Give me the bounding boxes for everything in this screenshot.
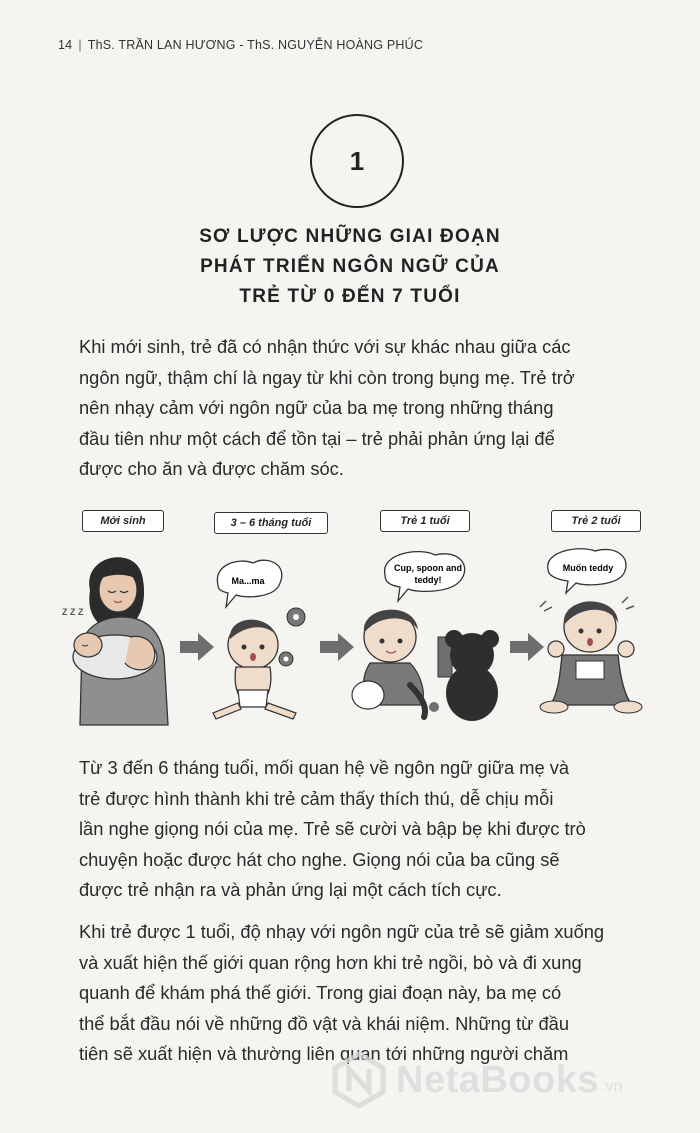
stage-label-1-year: Trẻ 1 tuổi bbox=[380, 510, 470, 532]
text-line: được cho ăn và được chăm sóc. bbox=[79, 458, 344, 480]
speech-cup-spoon-line1: Cup, spoon and bbox=[394, 563, 462, 573]
text-line: đầu tiên như một cách để tồn tại – trẻ phải phản ứng lại để bbox=[79, 427, 555, 449]
text-line: Khi mới sinh, trẻ đã có nhận thức với sự khác nhau giữa các bbox=[79, 336, 571, 357]
sleep-zzz-text: Z Z Z bbox=[62, 607, 84, 617]
text-line: quanh để khám phá thế giới. Trong giai đoạn này, ba mẹ có bbox=[79, 982, 562, 1004]
text-line: nên nhạy cảm với ngôn ngữ của ba mẹ trong những tháng bbox=[79, 397, 554, 419]
toddler-2-years-illustration bbox=[540, 545, 650, 725]
mother-with-newborn-illustration bbox=[60, 545, 185, 725]
chapter-title-line: PHÁT TRIỂN NGÔN NGỮ CỦA bbox=[200, 256, 500, 277]
netabooks-logo-icon bbox=[330, 1051, 388, 1109]
text-line: Khi trẻ được 1 tuổi, độ nhạy với ngôn ngữ của trẻ sẽ giảm xuống bbox=[79, 921, 605, 942]
chapter-number: 1 bbox=[349, 145, 365, 176]
chapter-title bbox=[0, 222, 700, 312]
text-line: trẻ được hình thành khi trẻ cảm thấy thích thú, dễ chịu mỗi bbox=[79, 787, 554, 809]
baby-1-year-illustration bbox=[350, 545, 510, 725]
speech-mama: Ma...ma bbox=[231, 576, 265, 586]
chapter-title-line: SƠ LƯỢC NHỮNG GIAI ĐOẠN bbox=[199, 226, 501, 247]
stage-label-newborn: Mới sinh bbox=[82, 510, 164, 532]
watermark-suffix: .vn bbox=[601, 1078, 623, 1095]
chapter-title-line: TRẺ TỪ 0 ĐẾN 7 TUỔI bbox=[239, 286, 461, 307]
speech-muon-teddy: Muốn teddy bbox=[562, 563, 614, 573]
header-separator: | bbox=[78, 38, 82, 52]
text-line: ngôn ngữ, thậm chí là ngay từ khi còn trong bụng mẹ. Trẻ trở bbox=[79, 366, 575, 388]
baby-3-6-months-illustration bbox=[208, 555, 318, 725]
netabooks-watermark bbox=[330, 1040, 690, 1120]
stage-label-2-years: Trẻ 2 tuổi bbox=[551, 510, 641, 532]
text-line: chuyện hoặc được hát cho nghe. Giọng nói của ba cũng sẽ bbox=[79, 848, 560, 870]
text-line: tiên sẽ xuất hiện và thường liên quan tới những người chăm bbox=[79, 1043, 569, 1065]
header-authors: ThS. TRẦN LAN HƯƠNG - ThS. NGUYỄN HOÀNG PHÚC bbox=[87, 38, 424, 52]
watermark-brand: NetaBooks bbox=[396, 1058, 599, 1101]
spoon-icon bbox=[429, 702, 439, 712]
text-line: Từ 3 đến 6 tháng tuổi, mối quan hệ về ngôn ngữ giữa mẹ và bbox=[79, 757, 569, 778]
flower-icon bbox=[279, 652, 293, 666]
text-line: và xuất hiện thế giới quan rộng hơn khi trẻ ngồi, bò và đi xung bbox=[79, 951, 582, 973]
text-line: được trẻ nhận ra và phản ứng lại một cách tích cực. bbox=[79, 879, 502, 901]
page-number: 14 bbox=[58, 38, 73, 52]
text-line: lần nghe giọng nói của mẹ. Trẻ sẽ cười và bập bẹ khi được trò bbox=[79, 818, 586, 840]
text-line: thể bắt đầu nói về những đồ vật và khái niệm. Những từ đầu bbox=[79, 1012, 569, 1034]
running-header bbox=[58, 38, 423, 52]
flower-icon bbox=[287, 608, 305, 626]
chapter-number-circle bbox=[310, 114, 404, 208]
paragraph-intro bbox=[79, 332, 649, 485]
teddy-bear-icon bbox=[445, 630, 499, 721]
paragraph-3-6-months bbox=[79, 753, 649, 906]
speech-cup-spoon-line2: teddy! bbox=[414, 575, 442, 585]
stage-label-3-6-months: 3 – 6 tháng tuổi bbox=[214, 512, 328, 534]
